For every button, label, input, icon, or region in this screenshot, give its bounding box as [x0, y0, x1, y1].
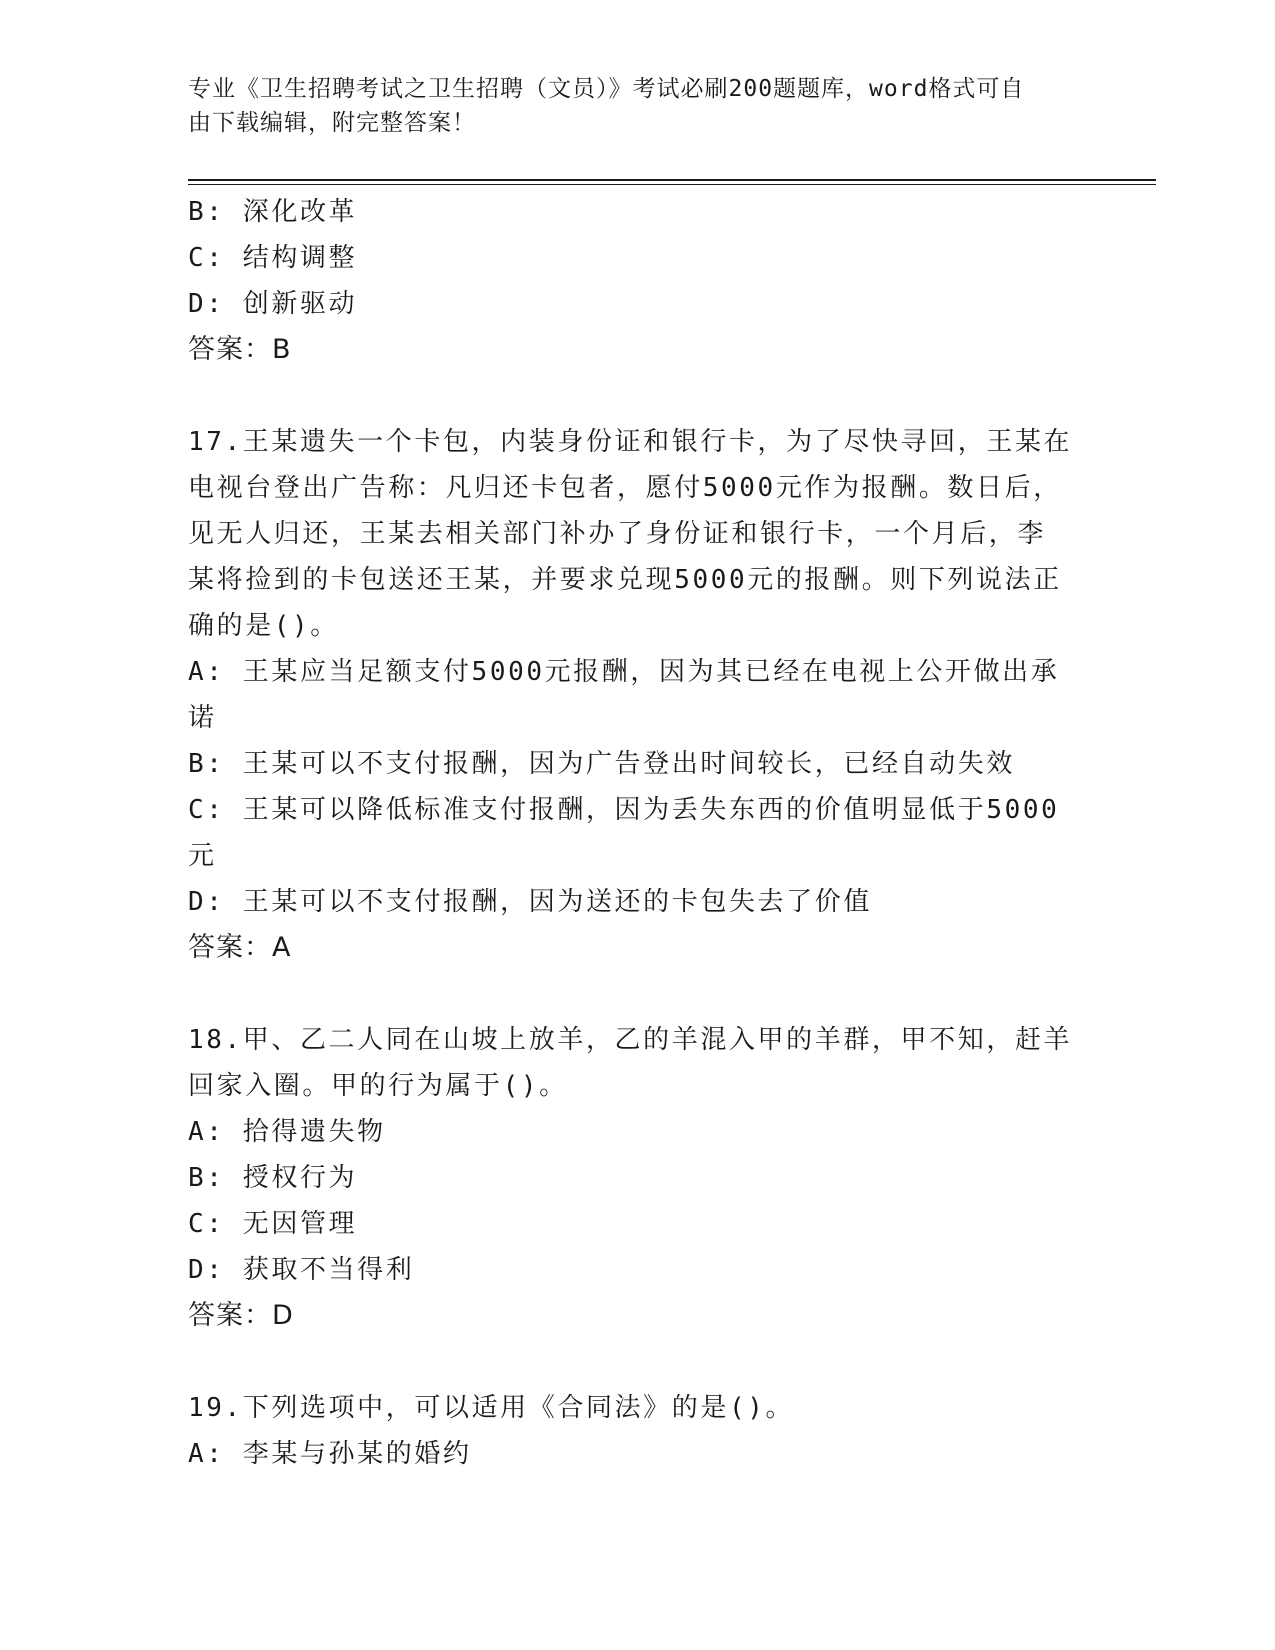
document-header — [188, 72, 1068, 140]
answer: 答案：B — [188, 334, 292, 365]
option-d: D: 创新驱动 — [188, 289, 358, 319]
question-stem-line: 电视台登出广告称：凡归还卡包者，愿付5000元作为报酬。数日后， — [188, 473, 1062, 503]
option-d: D: 获取不当得利 — [188, 1255, 415, 1285]
option-a-continued: 诺 — [188, 703, 217, 733]
question-19 — [188, 1385, 1088, 1477]
header-divider — [188, 179, 1156, 185]
option-c: C: 结构调整 — [188, 243, 358, 273]
question-content — [188, 189, 1088, 1477]
option-c: C: 王某可以降低标准支付报酬，因为丢失东西的价值明显低于5000 — [188, 795, 1060, 825]
option-b: B: 深化改革 — [188, 197, 358, 227]
answer: 答案：A — [188, 932, 292, 963]
option-d: D: 王某可以不支付报酬，因为送还的卡包失去了价值 — [188, 887, 872, 917]
question-stem-line: 17.王某遗失一个卡包，内装身份证和银行卡，为了尽快寻回，王某在 — [188, 427, 1073, 457]
option-c: C: 无因管理 — [188, 1209, 358, 1239]
header-line-1: 专业《卫生招聘考试之卫生招聘（文员）》考试必刷200题题库，word格式可自 — [188, 76, 1025, 102]
question-18 — [188, 1017, 1088, 1339]
header-line-2: 由下载编辑，附完整答案！ — [188, 110, 476, 136]
option-a: A: 李某与孙某的婚约 — [188, 1439, 472, 1469]
answer: 答案：D — [188, 1300, 294, 1331]
option-a: A: 拾得遗失物 — [188, 1117, 386, 1147]
option-a: A: 王某应当足额支付5000元报酬，因为其已经在电视上公开做出承 — [188, 657, 1060, 687]
question-17 — [188, 419, 1088, 971]
question-stem-line: 某将捡到的卡包送还王某，并要求兑现5000元的报酬。则下列说法正 — [188, 565, 1062, 595]
option-b: B: 王某可以不支付报酬，因为广告登出时间较长，已经自动失效 — [188, 749, 1015, 779]
question-stem-line: 确的是()。 — [188, 611, 339, 641]
question-stem-line: 19.下列选项中，可以适用《合同法》的是()。 — [188, 1393, 795, 1423]
option-b: B: 授权行为 — [188, 1163, 358, 1193]
question-stem-line: 回家入圈。甲的行为属于()。 — [188, 1071, 568, 1101]
question-stem-line: 18.甲、乙二人同在山坡上放羊，乙的羊混入甲的羊群，甲不知，赶羊 — [188, 1025, 1073, 1055]
question-16 — [188, 189, 1088, 373]
question-stem-line: 见无人归还，王某去相关部门补办了身份证和银行卡，一个月后，李 — [188, 519, 1047, 549]
option-c-continued: 元 — [188, 841, 217, 871]
